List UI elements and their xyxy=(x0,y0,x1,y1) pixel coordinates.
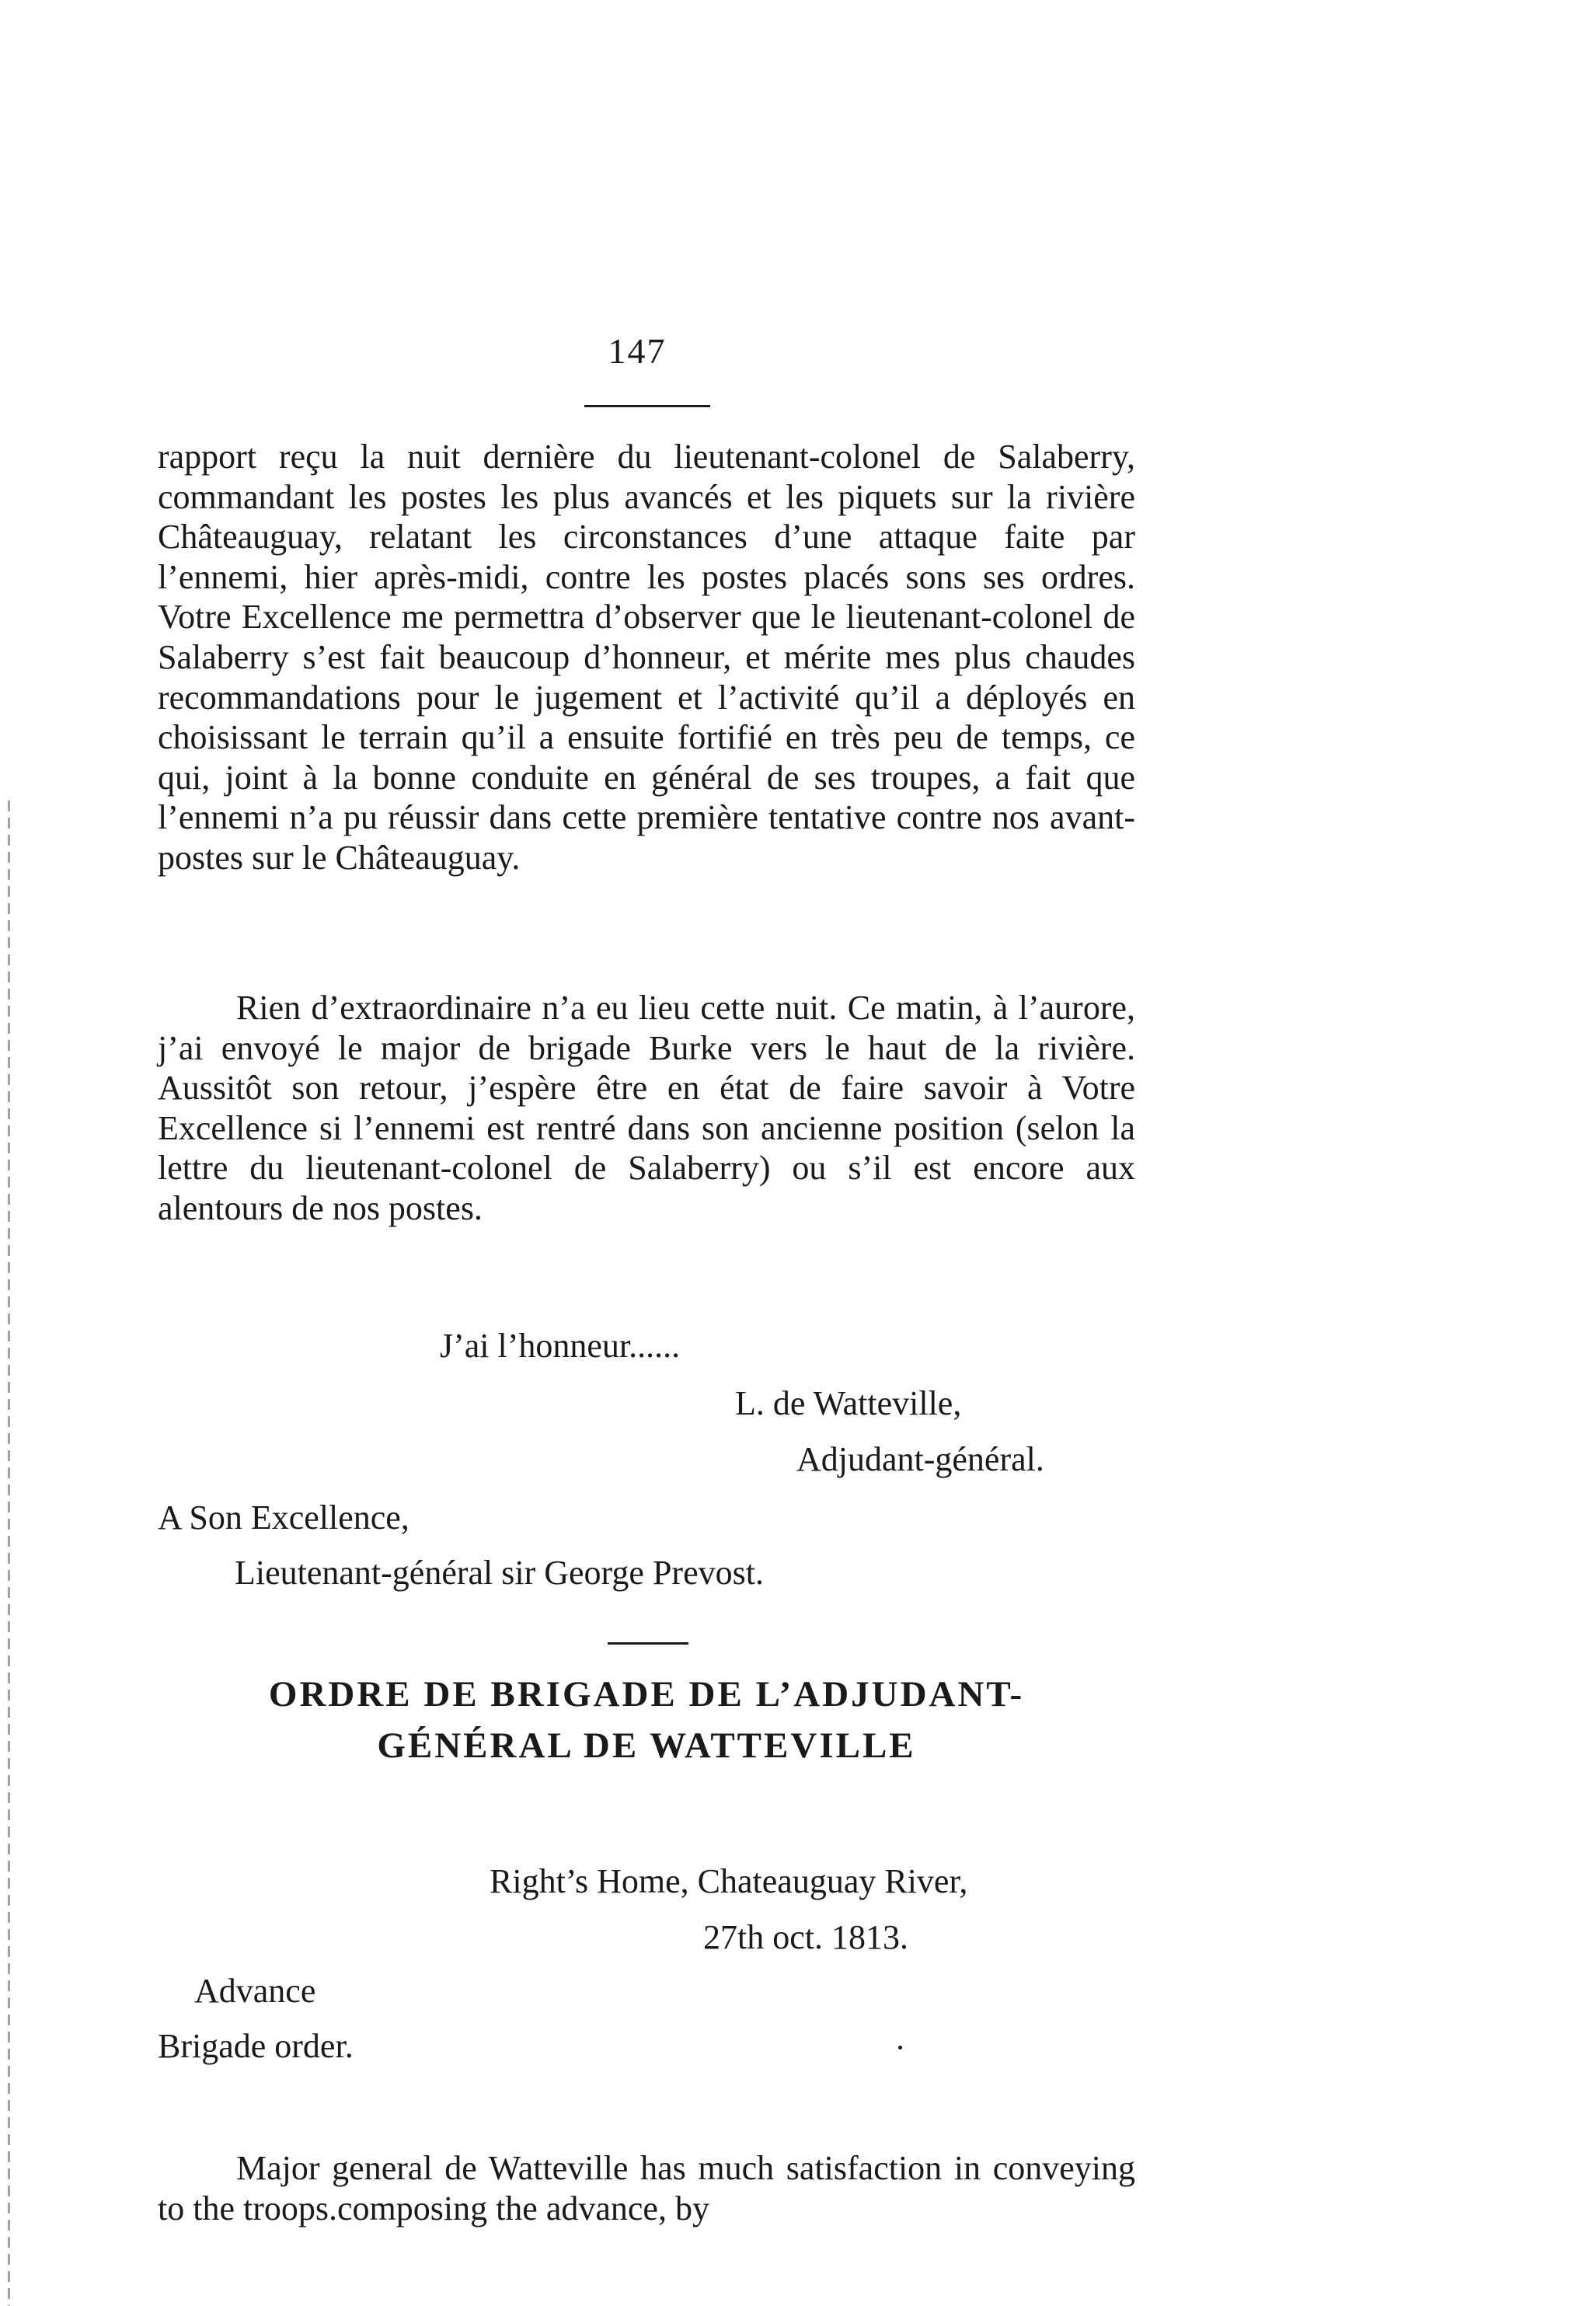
top-rule xyxy=(584,405,710,407)
letter-closing: J’ai l’honneur...... xyxy=(440,1327,681,1365)
stray-dot xyxy=(898,2046,902,2050)
section-rule xyxy=(608,1642,688,1645)
signature-title: Adjudant-général. xyxy=(796,1440,1044,1478)
order-date: 27th oct. 1813. xyxy=(703,1918,908,1956)
letter-paragraph-1: rapport reçu la nuit dernière du lieutenant-colonel de Salaberry, commandant les postes les plus avancés et les piquets sur la rivière Châteauguay, relatant les circonstances d’une attaque faite par l’ennemi, hier après-midi, contre les postes placés sons ses ordres. Votre Excellence me permettra d’observer que le lieutenant-colonel de Salaberry s’est fait beaucoup d’honneur, et mérite mes plus chaudes recommandations pour le jugement et l’activité qu’il a déployés en choisissant le terrain qu’il a ensuite fortifié en très peu de temps, ce qui, joint à la bonne conduite en général de ses troupes, a fait que l’ennemi n’a pu réussir dans cette première tentative contre nos avant-postes sur le Châteauguay. xyxy=(158,438,1135,877)
order-label-line-1: Advance xyxy=(194,1972,316,2010)
recipient-line-2: Lieutenant-général sir George Prevost. xyxy=(235,1554,764,1592)
letter-paragraph-2: Rien d’extraordinaire n’a eu lieu cette nuit. Ce matin, à l’aurore, j’ai envoyé le major de brigade Burke vers le haut de la rivière. Aussitôt son retour, j’espère être en état de faire savoir à Votre Excellence si l’ennemi est rentré dans son ancienne position (selon la lettre du lieutenant-colonel de Salaberry) ou s’il est encore aux alentours de nos postes. xyxy=(158,989,1135,1227)
signature-name: L. de Watteville, xyxy=(735,1384,962,1422)
page-number: 147 xyxy=(608,331,667,371)
order-place: Right’s Home, Chateauguay River, xyxy=(490,1862,968,1900)
binding-edge xyxy=(8,801,10,2306)
order-heading-line-2: GÉNÉRAL DE WATTEVILLE xyxy=(377,1725,916,1766)
order-label-line-2: Brigade order. xyxy=(158,2027,354,2065)
order-paragraph: Major general de Watteville has much satisfaction in conveying to the troops.composing the advance, by xyxy=(158,2149,1135,2228)
order-heading-line-1: ORDRE DE BRIGADE DE L’ADJUDANT- xyxy=(268,1674,1025,1715)
recipient-line-1: A Son Excellence, xyxy=(158,1498,409,1537)
